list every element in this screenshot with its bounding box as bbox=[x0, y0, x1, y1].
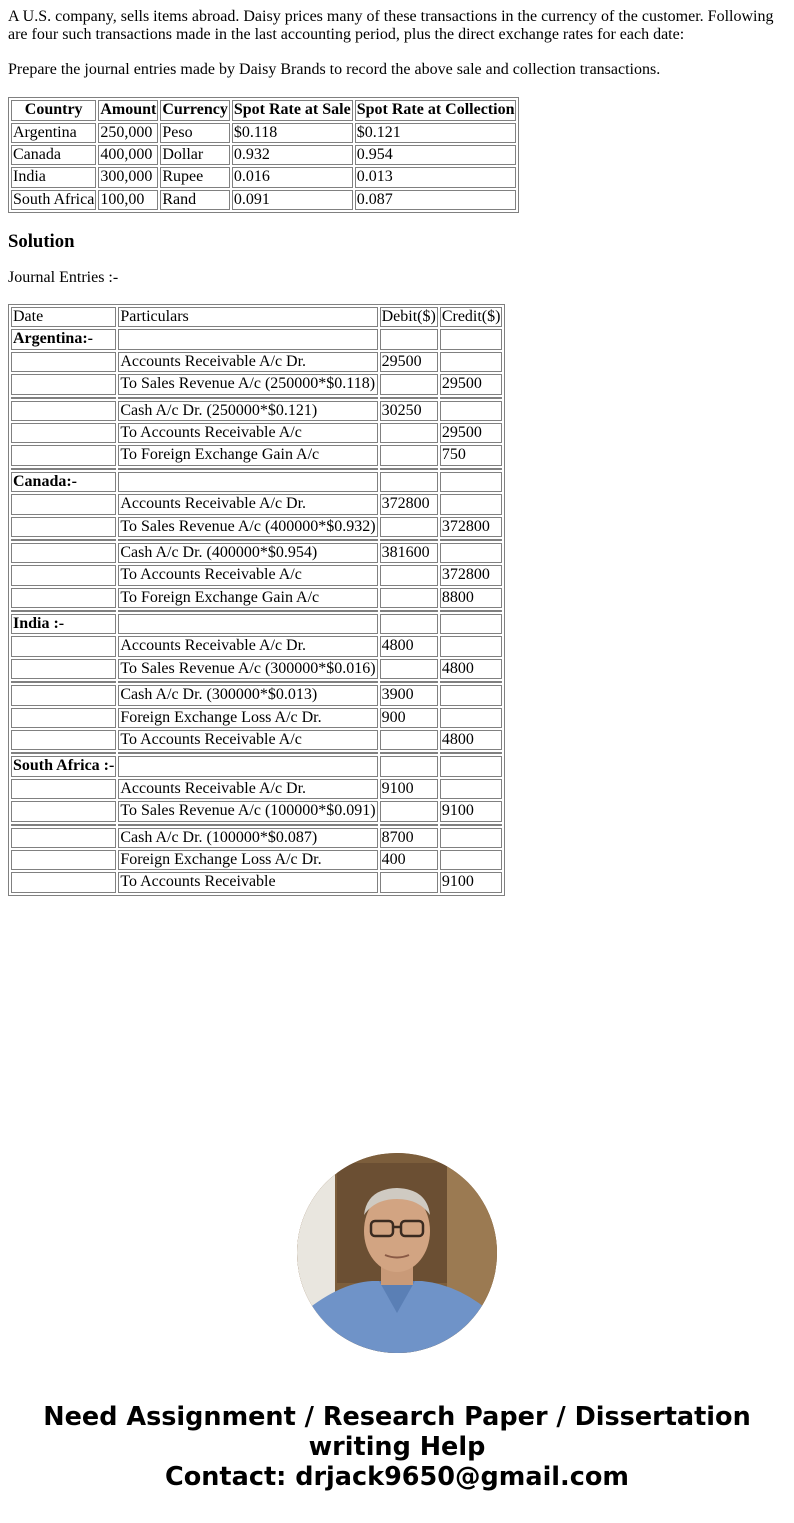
journal-particulars-cell: Foreign Exchange Loss A/c Dr. bbox=[118, 850, 377, 870]
separator-cell bbox=[440, 468, 503, 470]
journal-entry-row bbox=[11, 494, 502, 514]
journal-entry-row bbox=[11, 685, 502, 705]
journal-separator-row bbox=[11, 752, 502, 754]
journal-entry-row bbox=[11, 708, 502, 728]
journal-date-cell bbox=[11, 588, 116, 608]
rates-cell-spot-collection: 0.087 bbox=[355, 190, 517, 210]
avatar-photo-icon bbox=[297, 1153, 497, 1353]
journal-date-cell bbox=[11, 423, 116, 443]
journal-particulars-cell: Accounts Receivable A/c Dr. bbox=[118, 494, 377, 514]
journal-entry-row bbox=[11, 401, 502, 421]
separator-cell bbox=[118, 468, 377, 470]
journal-credit-cell bbox=[440, 685, 503, 705]
journal-debit-cell bbox=[380, 565, 438, 585]
separator-cell bbox=[380, 824, 438, 826]
journal-particulars-cell: To Foreign Exchange Gain A/c bbox=[118, 588, 377, 608]
journal-debit-cell bbox=[380, 445, 438, 465]
journal-section-row bbox=[11, 614, 502, 634]
rates-row bbox=[11, 167, 516, 187]
journal-credit-cell bbox=[440, 543, 503, 563]
separator-cell bbox=[11, 752, 116, 754]
journal-particulars-cell: Cash A/c Dr. (250000*$0.121) bbox=[118, 401, 377, 421]
journal-empty-cell bbox=[118, 329, 377, 349]
journal-empty-cell bbox=[118, 756, 377, 776]
separator-cell bbox=[11, 610, 116, 612]
journal-particulars-cell: Foreign Exchange Loss A/c Dr. bbox=[118, 708, 377, 728]
separator-cell bbox=[11, 681, 116, 683]
separator-cell bbox=[11, 824, 116, 826]
journal-debit-cell: 400 bbox=[380, 850, 438, 870]
journal-debit-cell bbox=[380, 517, 438, 537]
rates-cell-country: India bbox=[11, 167, 96, 187]
journal-section-label: Canada:- bbox=[11, 472, 116, 492]
journal-separator-row bbox=[11, 681, 502, 683]
journal-header-date: Date bbox=[11, 307, 116, 327]
separator-cell bbox=[11, 468, 116, 470]
journal-debit-cell bbox=[380, 588, 438, 608]
journal-entry-row bbox=[11, 445, 502, 465]
journal-credit-cell bbox=[440, 850, 503, 870]
separator-cell bbox=[380, 397, 438, 399]
journal-date-cell bbox=[11, 543, 116, 563]
rates-header-spot-sale: Spot Rate at Sale bbox=[232, 100, 353, 120]
journal-credit-cell bbox=[440, 494, 503, 514]
journal-header-credit: Credit($) bbox=[440, 307, 503, 327]
journal-table-body bbox=[11, 329, 502, 892]
journal-section-row bbox=[11, 756, 502, 776]
journal-particulars-cell: Accounts Receivable A/c Dr. bbox=[118, 779, 377, 799]
journal-entry-row bbox=[11, 730, 502, 750]
journal-empty-cell bbox=[380, 329, 438, 349]
journal-entry-row bbox=[11, 779, 502, 799]
journal-credit-cell bbox=[440, 636, 503, 656]
journal-debit-cell bbox=[380, 872, 438, 892]
journal-entry-row bbox=[11, 352, 502, 372]
solution-heading: Solution bbox=[8, 231, 75, 253]
journal-entry-row bbox=[11, 636, 502, 656]
rates-cell-amount: 300,000 bbox=[98, 167, 158, 187]
journal-entry-row bbox=[11, 828, 502, 848]
journal-debit-cell: 3900 bbox=[380, 685, 438, 705]
journal-credit-cell: 29500 bbox=[440, 423, 503, 443]
journal-date-cell bbox=[11, 401, 116, 421]
journal-particulars-cell: To Foreign Exchange Gain A/c bbox=[118, 445, 377, 465]
journal-separator-row bbox=[11, 824, 502, 826]
journal-particulars-cell: To Accounts Receivable bbox=[118, 872, 377, 892]
journal-entries-table bbox=[8, 304, 505, 896]
journal-credit-cell: 372800 bbox=[440, 517, 503, 537]
journal-credit-cell: 29500 bbox=[440, 374, 503, 394]
question-paragraph-1: A U.S. company, sells items abroad. Daisy prices many of these transactions in the currency of the customer. Following are four such transactions made in the last accounting period, plus the direct exchange rates for each date: bbox=[8, 8, 774, 44]
journal-date-cell bbox=[11, 779, 116, 799]
journal-section-label: South Africa :- bbox=[11, 756, 116, 776]
journal-credit-cell: 4800 bbox=[440, 659, 503, 679]
journal-debit-cell: 29500 bbox=[380, 352, 438, 372]
rates-cell-currency: Rupee bbox=[160, 167, 229, 187]
journal-entry-row bbox=[11, 850, 502, 870]
journal-debit-cell: 4800 bbox=[380, 636, 438, 656]
rates-header-spot-collection: Spot Rate at Collection bbox=[355, 100, 517, 120]
journal-date-cell bbox=[11, 685, 116, 705]
rates-cell-spot-sale: 0.091 bbox=[232, 190, 353, 210]
journal-separator-row bbox=[11, 468, 502, 470]
journal-particulars-cell: To Sales Revenue A/c (400000*$0.932) bbox=[118, 517, 377, 537]
journal-debit-cell: 9100 bbox=[380, 779, 438, 799]
journal-empty-cell bbox=[440, 329, 503, 349]
journal-empty-cell bbox=[440, 614, 503, 634]
exchange-rates-table bbox=[8, 97, 519, 213]
rates-cell-spot-collection: 0.954 bbox=[355, 145, 517, 165]
journal-empty-cell bbox=[380, 614, 438, 634]
journal-empty-cell bbox=[440, 472, 503, 492]
journal-entry-row bbox=[11, 517, 502, 537]
rates-cell-currency: Peso bbox=[160, 123, 229, 143]
question-paragraph-2: Prepare the journal entries made by Daisy Brands to record the above sale and collection transactions. bbox=[8, 60, 661, 78]
journal-header-particulars: Particulars bbox=[118, 307, 377, 327]
journal-empty-cell bbox=[380, 472, 438, 492]
separator-cell bbox=[380, 468, 438, 470]
rates-cell-spot-collection: 0.013 bbox=[355, 167, 517, 187]
rates-cell-country: Canada bbox=[11, 145, 96, 165]
journal-debit-cell bbox=[380, 374, 438, 394]
separator-cell bbox=[118, 397, 377, 399]
journal-particulars-cell: Cash A/c Dr. (400000*$0.954) bbox=[118, 543, 377, 563]
journal-empty-cell bbox=[118, 472, 377, 492]
journal-credit-cell: 372800 bbox=[440, 565, 503, 585]
journal-entry-row bbox=[11, 588, 502, 608]
journal-date-cell bbox=[11, 445, 116, 465]
journal-date-cell bbox=[11, 850, 116, 870]
rates-header-country: Country bbox=[11, 100, 96, 120]
rates-table-body bbox=[11, 123, 516, 211]
journal-section-row bbox=[11, 472, 502, 492]
rates-cell-spot-collection: $0.121 bbox=[355, 123, 517, 143]
journal-credit-cell bbox=[440, 708, 503, 728]
separator-cell bbox=[11, 397, 116, 399]
rates-cell-amount: 250,000 bbox=[98, 123, 158, 143]
journal-particulars-cell: To Sales Revenue A/c (100000*$0.091) bbox=[118, 801, 377, 821]
separator-cell bbox=[118, 752, 377, 754]
journal-date-cell bbox=[11, 659, 116, 679]
banner-line-2: writing Help bbox=[308, 1432, 486, 1462]
separator-cell bbox=[440, 824, 503, 826]
separator-cell bbox=[380, 681, 438, 683]
journal-separator-row bbox=[11, 397, 502, 399]
journal-date-cell bbox=[11, 517, 116, 537]
journal-section-label: India :- bbox=[11, 614, 116, 634]
journal-credit-cell bbox=[440, 779, 503, 799]
separator-cell bbox=[440, 539, 503, 541]
rates-cell-amount: 400,000 bbox=[98, 145, 158, 165]
journal-entry-row bbox=[11, 543, 502, 563]
rates-row bbox=[11, 190, 516, 210]
journal-separator-row bbox=[11, 610, 502, 612]
separator-cell bbox=[440, 681, 503, 683]
journal-empty-cell bbox=[440, 756, 503, 776]
journal-credit-cell: 9100 bbox=[440, 801, 503, 821]
rates-cell-currency: Rand bbox=[160, 190, 229, 210]
journal-entry-row bbox=[11, 659, 502, 679]
rates-cell-country: South Africa bbox=[11, 190, 96, 210]
journal-entry-row bbox=[11, 565, 502, 585]
rates-cell-spot-sale: $0.118 bbox=[232, 123, 353, 143]
contact-banner bbox=[0, 1402, 794, 1492]
rates-cell-country: Argentina bbox=[11, 123, 96, 143]
journal-date-cell bbox=[11, 730, 116, 750]
journal-debit-cell bbox=[380, 730, 438, 750]
rates-header-amount: Amount bbox=[98, 100, 158, 120]
journal-debit-cell bbox=[380, 659, 438, 679]
journal-particulars-cell: Cash A/c Dr. (300000*$0.013) bbox=[118, 685, 377, 705]
journal-particulars-cell: To Accounts Receivable A/c bbox=[118, 423, 377, 443]
journal-particulars-cell: To Sales Revenue A/c (250000*$0.118) bbox=[118, 374, 377, 394]
rates-cell-currency: Dollar bbox=[160, 145, 229, 165]
journal-header-debit: Debit($) bbox=[380, 307, 438, 327]
journal-particulars-cell: To Accounts Receivable A/c bbox=[118, 565, 377, 585]
journal-entries-label: Journal Entries :- bbox=[8, 268, 119, 286]
journal-date-cell bbox=[11, 352, 116, 372]
banner-contact-email: Contact: drjack9650@gmail.com bbox=[165, 1462, 629, 1492]
document-body bbox=[8, 0, 786, 896]
journal-debit-cell: 30250 bbox=[380, 401, 438, 421]
journal-date-cell bbox=[11, 872, 116, 892]
journal-particulars-cell: Cash A/c Dr. (100000*$0.087) bbox=[118, 828, 377, 848]
separator-cell bbox=[380, 539, 438, 541]
journal-particulars-cell: To Sales Revenue A/c (300000*$0.016) bbox=[118, 659, 377, 679]
rates-row bbox=[11, 123, 516, 143]
journal-date-cell bbox=[11, 708, 116, 728]
rates-cell-spot-sale: 0.016 bbox=[232, 167, 353, 187]
separator-cell bbox=[118, 610, 377, 612]
journal-date-cell bbox=[11, 374, 116, 394]
rates-cell-spot-sale: 0.932 bbox=[232, 145, 353, 165]
journal-date-cell bbox=[11, 565, 116, 585]
journal-credit-cell: 8800 bbox=[440, 588, 503, 608]
separator-cell bbox=[440, 397, 503, 399]
journal-section-label: Argentina:- bbox=[11, 329, 116, 349]
separator-cell bbox=[440, 610, 503, 612]
journal-date-cell bbox=[11, 801, 116, 821]
separator-cell bbox=[118, 539, 377, 541]
journal-entry-row bbox=[11, 374, 502, 394]
separator-cell bbox=[118, 824, 377, 826]
journal-particulars-cell: Accounts Receivable A/c Dr. bbox=[118, 352, 377, 372]
journal-particulars-cell: To Accounts Receivable A/c bbox=[118, 730, 377, 750]
journal-separator-row bbox=[11, 539, 502, 541]
rates-cell-amount: 100,00 bbox=[98, 190, 158, 210]
journal-debit-cell bbox=[380, 801, 438, 821]
separator-cell bbox=[118, 681, 377, 683]
separator-cell bbox=[380, 752, 438, 754]
journal-particulars-cell: Accounts Receivable A/c Dr. bbox=[118, 636, 377, 656]
separator-cell bbox=[380, 610, 438, 612]
journal-entry-row bbox=[11, 872, 502, 892]
journal-credit-cell: 4800 bbox=[440, 730, 503, 750]
journal-credit-cell: 9100 bbox=[440, 872, 503, 892]
journal-date-cell bbox=[11, 494, 116, 514]
journal-credit-cell bbox=[440, 401, 503, 421]
journal-credit-cell bbox=[440, 352, 503, 372]
journal-debit-cell: 372800 bbox=[380, 494, 438, 514]
journal-debit-cell: 8700 bbox=[380, 828, 438, 848]
journal-entry-row bbox=[11, 423, 502, 443]
journal-header-row bbox=[11, 307, 502, 327]
tutor-avatar bbox=[297, 1153, 497, 1353]
separator-cell bbox=[11, 539, 116, 541]
journal-date-cell bbox=[11, 828, 116, 848]
rates-header-currency: Currency bbox=[160, 100, 229, 120]
journal-entry-row bbox=[11, 801, 502, 821]
journal-credit-cell bbox=[440, 828, 503, 848]
journal-credit-cell: 750 bbox=[440, 445, 503, 465]
journal-empty-cell bbox=[118, 614, 377, 634]
journal-date-cell bbox=[11, 636, 116, 656]
journal-debit-cell: 900 bbox=[380, 708, 438, 728]
rates-row bbox=[11, 145, 516, 165]
journal-empty-cell bbox=[380, 756, 438, 776]
rates-header-row bbox=[11, 100, 516, 120]
journal-section-row bbox=[11, 329, 502, 349]
banner-line-1: Need Assignment / Research Paper / Dissertation bbox=[43, 1402, 751, 1432]
separator-cell bbox=[440, 752, 503, 754]
journal-debit-cell: 381600 bbox=[380, 543, 438, 563]
journal-debit-cell bbox=[380, 423, 438, 443]
